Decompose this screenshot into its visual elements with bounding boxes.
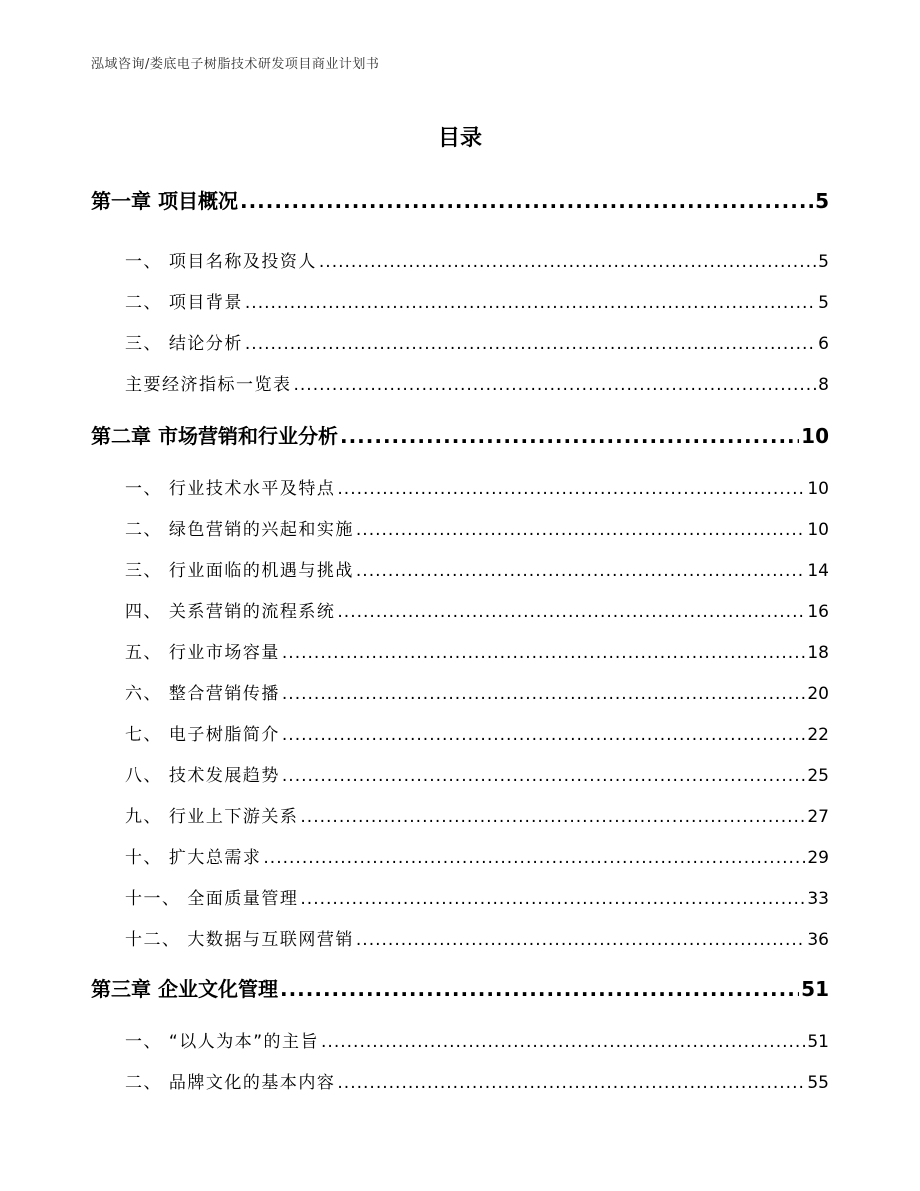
toc-label: 第二章 市场营销和行业分析 [91,424,338,448]
toc-page-number: 36 [807,930,829,950]
toc-entry[interactable] [125,638,829,663]
toc-entry[interactable] [125,925,829,950]
toc-page-number: 10 [801,424,829,448]
toc-page-number: 29 [807,848,829,868]
toc-entry[interactable] [125,1068,829,1093]
dot-leader [337,479,805,499]
toc-label: 十一、 全面质量管理 [125,889,299,909]
toc-label: 十二、 大数据与互联网营销 [125,930,354,950]
dot-leader [337,602,805,622]
toc-page-number: 10 [807,520,829,540]
toc-page-number: 5 [815,189,829,213]
toc-label: 九、 行业上下游关系 [125,807,299,827]
toc-label: 二、 项目背景 [125,293,243,313]
dot-leader [337,1073,805,1093]
toc-entry[interactable] [125,597,829,622]
dot-leader [300,807,805,827]
toc-label: 主要经济指标一览表 [125,375,292,395]
toc-entry[interactable] [125,679,829,704]
toc-page-number: 27 [807,807,829,827]
dot-leader [240,189,813,213]
dot-leader [263,848,805,868]
toc-label: 七、 电子树脂简介 [125,725,280,745]
dot-leader [321,1032,805,1052]
toc-page-number: 8 [818,375,829,395]
toc-entry[interactable] [125,288,829,313]
toc-label: 八、 技术发展趋势 [125,766,280,786]
toc-chapter-1[interactable] [91,185,829,214]
toc-label: 一、 “以人为本”的主旨 [125,1032,320,1052]
dot-leader [300,889,805,909]
toc-page-number: 14 [807,561,829,581]
toc-label: 十、 扩大总需求 [125,848,262,868]
toc-label: 三、 行业面临的机遇与挑战 [125,561,354,581]
toc-page-number: 51 [807,1032,829,1052]
toc-page-number: 5 [818,252,829,272]
dot-leader [319,252,816,272]
dot-leader [282,643,805,663]
running-header: 泓域咨询/娄底电子树脂技术研发项目商业计划书 [91,57,380,72]
dot-leader [294,375,817,395]
toc-entry[interactable] [125,802,829,827]
toc-page-number: 55 [807,1073,829,1093]
dot-leader [282,766,805,786]
toc-entry[interactable] [125,474,829,499]
toc-page-number: 22 [807,725,829,745]
toc-label: 第一章 项目概况 [91,189,238,213]
toc-entry[interactable] [125,329,829,354]
toc-chapter-2[interactable] [91,420,829,449]
toc-page-number: 5 [818,293,829,313]
dot-leader [356,520,805,540]
dot-leader [280,977,799,1001]
dot-leader [340,424,799,448]
toc-entry[interactable] [125,247,829,272]
toc-entry[interactable] [125,720,829,745]
toc-page-number: 25 [807,766,829,786]
toc-label: 三、 结论分析 [125,334,243,354]
toc-label: 六、 整合营销传播 [125,684,280,704]
toc-page-number: 10 [807,479,829,499]
toc-page-number: 18 [807,643,829,663]
toc-label: 一、 行业技术水平及特点 [125,479,336,499]
toc-label: 五、 行业市场容量 [125,643,280,663]
toc-label: 二、 绿色营销的兴起和实施 [125,520,354,540]
toc-title: 目录 [437,126,482,151]
toc-entry[interactable] [125,556,829,581]
toc-page-number: 20 [807,684,829,704]
toc-entry[interactable] [125,884,829,909]
toc-entry[interactable] [125,515,829,540]
toc-label: 四、 关系营销的流程系统 [125,602,336,622]
toc-label: 一、 项目名称及投资人 [125,252,317,272]
toc-label: 二、 品牌文化的基本内容 [125,1073,336,1093]
toc-page-number: 51 [801,977,829,1001]
dot-leader [282,725,805,745]
toc-entry[interactable] [125,1027,829,1052]
toc-entry[interactable] [125,761,829,786]
dot-leader [356,930,805,950]
toc-entry[interactable] [125,843,829,868]
dot-leader [356,561,805,581]
dot-leader [245,293,816,313]
toc-page-number: 33 [807,889,829,909]
toc-entry[interactable] [125,370,829,395]
toc-page-number: 16 [807,602,829,622]
dot-leader [282,684,805,704]
toc-label: 第三章 企业文化管理 [91,977,278,1001]
toc-chapter-3[interactable] [91,973,829,1002]
toc-page-number: 6 [818,334,829,354]
dot-leader [245,334,816,354]
